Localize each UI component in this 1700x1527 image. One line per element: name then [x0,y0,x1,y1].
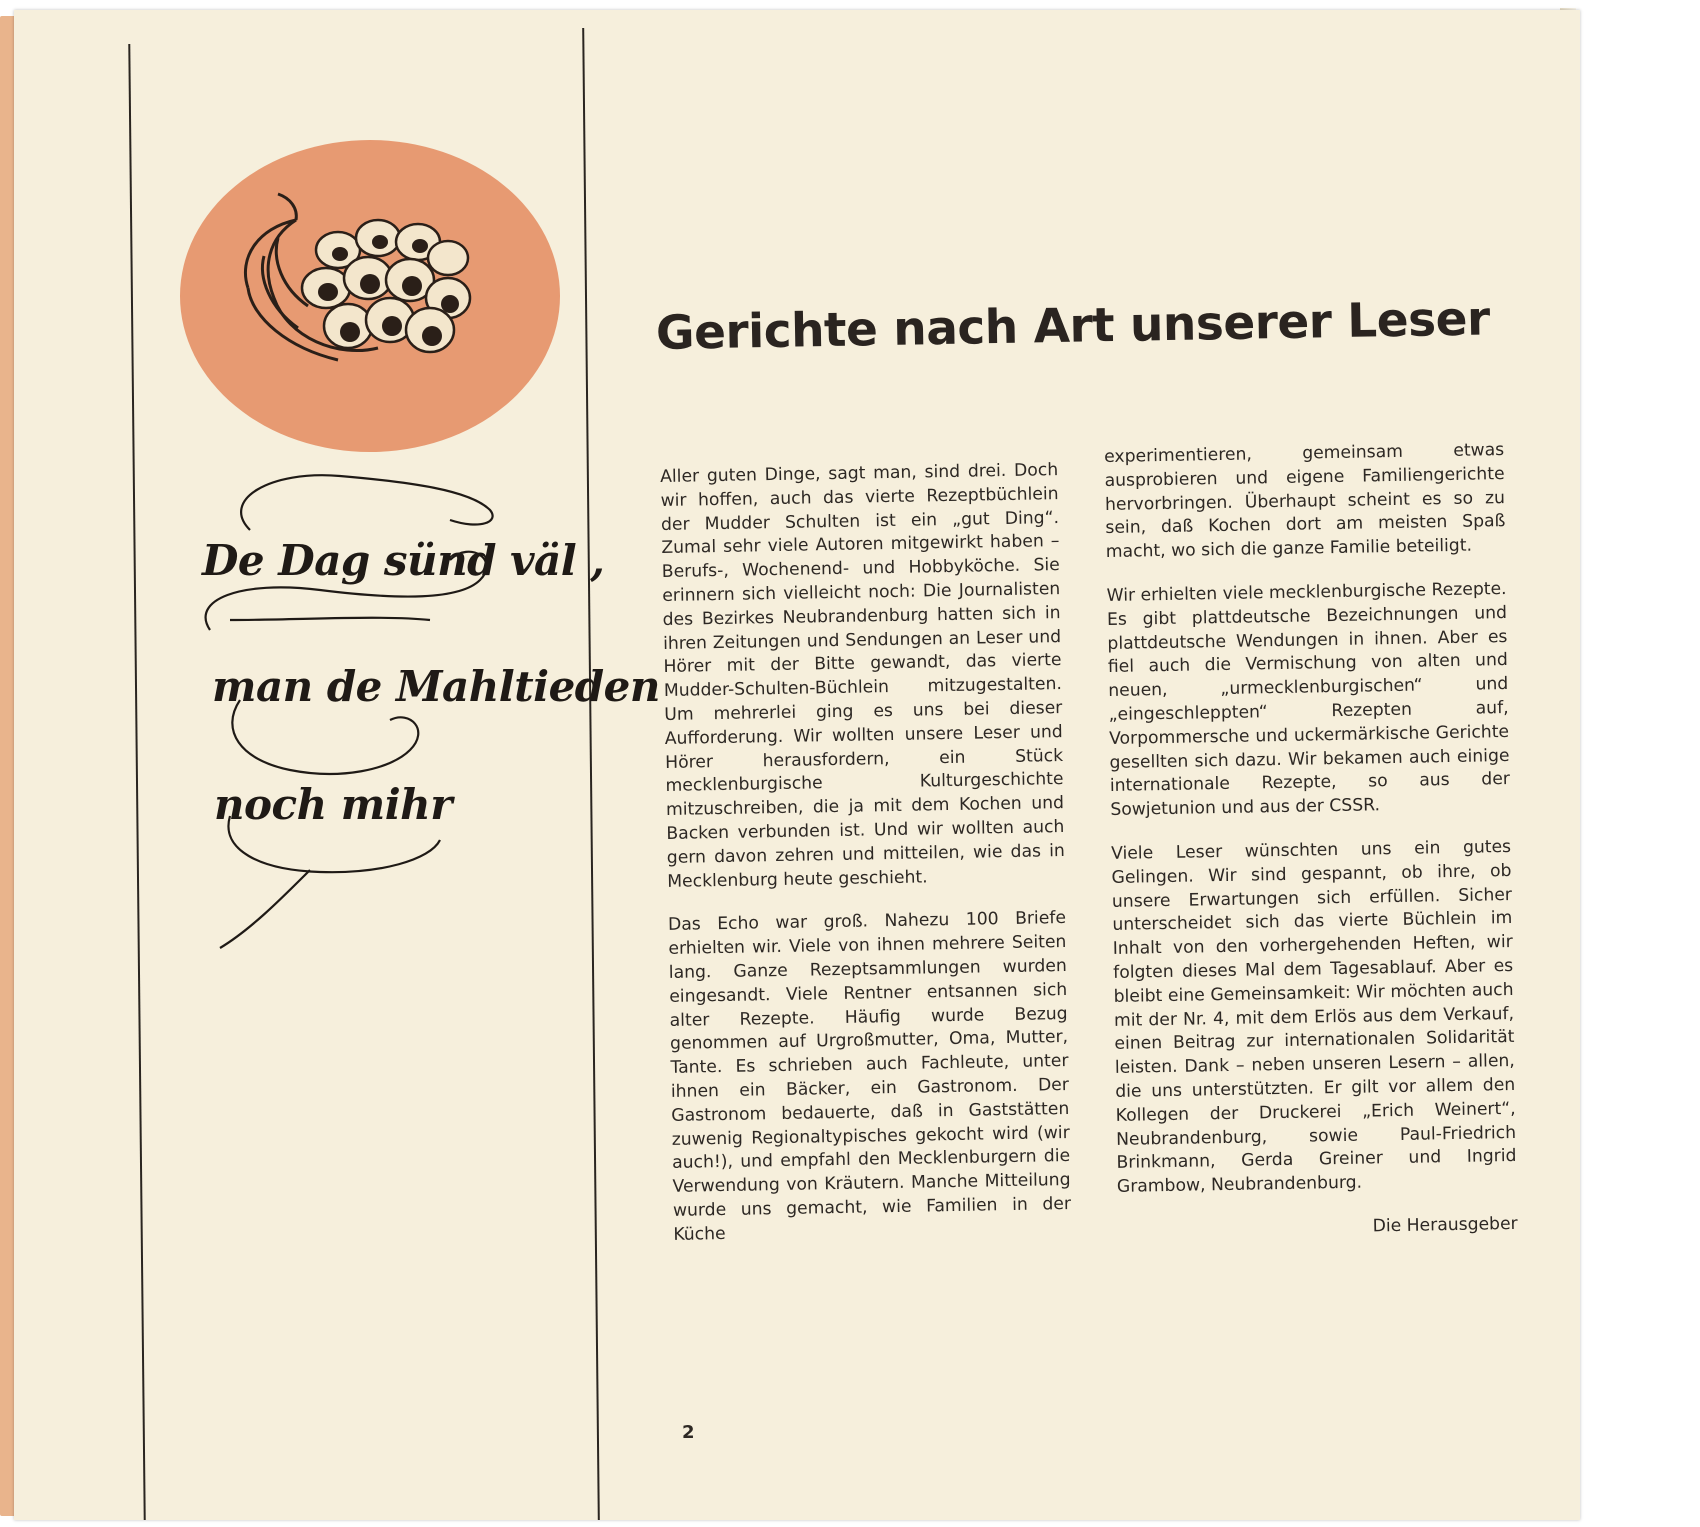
paragraph: experimentieren, gemeinsam etwas ausprobieren und eigene Familiengerichte hervorbringen. Überhaupt scheint es so zu sein, daß Kochen dort am meisten Spaß macht, wo sich die ganze Familie beteiligt. [1104,440,1506,563]
paragraph: Aller guten Dinge, sagt man, sind drei. Doch wir hoffen, auch das vierte Rezeptbüchlein der Mudder Schulten ist ein „gut Ding“. Zumal sehr viele Autoren mitgewirkt haben – Berufs-, Wochenend- und Hobbyköche. Sie erinnern sich vielleicht noch: Die Journalisten des Bezirkes Neubrandenburg hatten sich in ihren Zeitungen und Sendungen an Leser und Hörer mit der Bitte gewandt, das vierte Mudder-Schulten-Büchlein mitzugestalten. Um mehrerlei ging es uns bei dieser Aufforderung. Wir wollten unsere Leser und Hörer herausfordern, ein Stück mecklenburgische Kulturgeschichte mitzuschreiben, die ja mit dem Kochen und Backen verbunden ist. Und wir wollten auch gern davon zehren und mitteilen, wie das in Mecklenburg heute geschieht. [660,460,1065,892]
paragraph: Wir erhielten viele mecklenburgische Rezepte. Es gibt plattdeutsche Bezeichnungen und plattdeutsche Wendungen in ihnen. Aber es fiel auch die Vermischung von alten und neuen, „urmecklenburgischen“ und „eingeschleppten“ Rezepten auf, Vorpommersche und uckermärkische Gerichte gesellten sich dazu. Wir bekamen auch einige internationale Rezepte, so aus der Sowjetunion und aus der CSSR. [1106,578,1511,821]
article-column-left [660,459,1072,1267]
saying-line-3: noch mihr [214,780,452,829]
article-column-right [1104,439,1518,1244]
paragraph: Das Echo war groß. Nahezu 100 Briefe erhielten wir. Viele von ihnen mehrere Seiten lang. Ganze Rezeptsammlungen wurden eingesandt. Viele Rentner entsannen sich alter Rezepte. Häufig wurde Bezug genommen auf Urgroßmutter, Oma, Mutter, Tante. Es schrieben auch Fachleute, unter ihnen ein Bäcker, ein Gastronom. Der Gastronom bedauerte, daß in Gaststätten zuwenig Regionaltypisches gekocht wird (wir auch!), und empfahl den Mecklenburgern die Verwendung von Kräutern. Manche Mitteilung wurde uns gemacht, wie Familien in der Küche [667,908,1072,1245]
page-number: 2 [682,1422,695,1443]
cornucopia-illustration [178,138,562,454]
paragraph: Viele Leser wünschten uns ein gutes Gelingen. Wir sind gespannt, ob ihre, ob unsere Erwartungen sich erfüllen. Sicher unterscheidet sich das vierte Büchlein im Inhalt von den vorhergehenden Heften, wir folgten dieses Mal dem Tagesablauf. Aber es bleibt eine Gemeinsamkeit: Wir möchten auch mit der Nr. 4, mit dem Erlös aus dem Verkauf, einen Beitrag zur internationalen Solidarität leisten. Dank – neben unseren Lesern – allen, die uns unterstützten. Er gilt vor allem den Kollegen der Druckerei „Erich Weinert“, Neubrandenburg, sowie Paul-Friedrich Brinkmann, Gerda Greiner und Ingrid Grambow, Neubrandenburg. [1110,836,1517,1197]
article-title: Gerichte nach Art unserer Leser [655,291,1491,361]
saying-line-2: man de Mahltieden [212,662,660,711]
saying-line-1: De Dag sünd väl , [202,536,605,585]
dialect-saying [180,470,660,950]
signature: Die Herausgeber [1372,1213,1518,1237]
